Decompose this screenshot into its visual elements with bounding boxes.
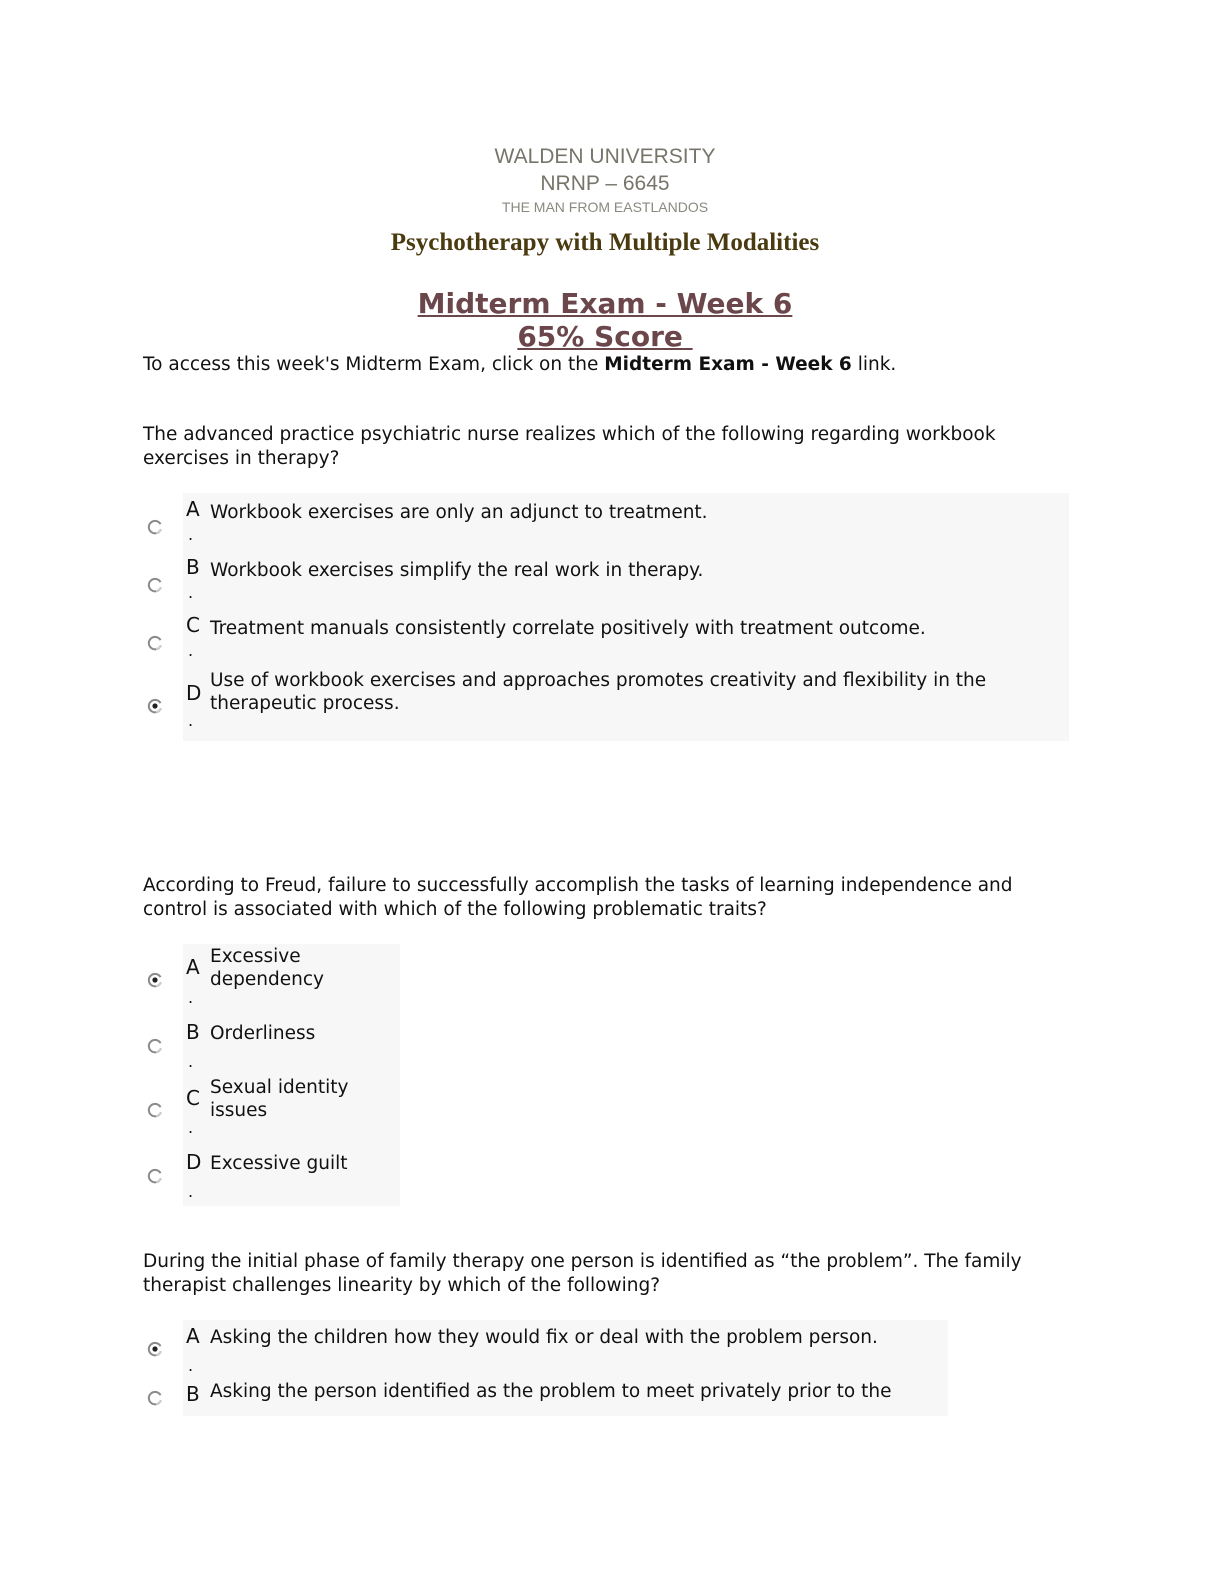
option-text: Orderliness [210, 1023, 316, 1044]
radio-button-selected[interactable] [147, 972, 163, 988]
option-row[interactable] [141, 1324, 948, 1376]
option-dot: . [188, 1118, 194, 1137]
option-letter: C [186, 1086, 200, 1110]
option-text: Workbook exercises are only an adjunct to treatment. [210, 502, 708, 523]
option-row[interactable] [141, 1020, 400, 1076]
option-row[interactable] [141, 497, 1069, 553]
option-dot: . [188, 641, 194, 660]
option-row[interactable] [141, 1150, 400, 1206]
option-letter: D [186, 681, 202, 705]
question-2-options [141, 944, 400, 1206]
question-3-options [141, 1320, 948, 1416]
radio-button[interactable] [147, 1168, 163, 1184]
option-dot: . [188, 711, 194, 730]
intro-before: To access this week's Midterm Exam, click on the [143, 354, 605, 375]
option-row[interactable] [141, 671, 1069, 739]
subject-title: Psychotherapy with Multiple Modalities [390, 229, 820, 256]
option-text: Asking the person identified as the problem to meet privately prior to the [210, 1381, 892, 1402]
option-letter: B [186, 555, 200, 579]
option-row[interactable] [141, 613, 1069, 669]
option-text: Asking the children how they would fix or deal with the problem person. [210, 1327, 878, 1348]
option-dot: . [188, 525, 194, 544]
option-letter: B [186, 1020, 200, 1044]
exam-title-link[interactable]: Midterm Exam - Week 6 [417, 287, 793, 320]
option-text: Excessive dependency [210, 946, 324, 990]
intro-link-text: Midterm Exam - Week 6 [604, 354, 852, 375]
radio-button[interactable] [147, 1102, 163, 1118]
option-text: Sexual identity issues [210, 1077, 349, 1121]
option-text: Excessive guilt [210, 1153, 348, 1174]
option-dot: . [188, 1356, 194, 1375]
option-letter: B [186, 1382, 200, 1406]
exam-score: 65% Score [517, 320, 693, 353]
intro-after: link. [851, 354, 897, 375]
course-code: NRNP – 6645 [540, 172, 670, 195]
question-1-prompt: The advanced practice psychiatric nurse realizes which of the following regarding workbook exercises in therapy? [143, 424, 996, 469]
option-dot: . [188, 1182, 194, 1201]
question-2-prompt: According to Freud, failure to successfully accomplish the tasks of learning independence and control is associated with which of the following problematic traits? [143, 875, 1013, 920]
option-row[interactable] [141, 1378, 948, 1414]
option-text: Workbook exercises simplify the real work in therapy. [210, 560, 704, 581]
option-letter: D [186, 1150, 202, 1174]
question-1-options [141, 493, 1069, 741]
option-dot: . [188, 583, 194, 602]
radio-button[interactable] [147, 1038, 163, 1054]
intro-text [143, 353, 1073, 377]
author-line: THE MAN FROM EASTLANDOS [501, 199, 709, 215]
option-text: Treatment manuals consistently correlate positively with treatment outcome. [210, 618, 926, 639]
radio-button[interactable] [147, 577, 163, 593]
option-dot: . [188, 988, 194, 1007]
option-letter: A [186, 1324, 200, 1348]
radio-button-selected[interactable] [147, 1341, 163, 1357]
radio-button-selected[interactable] [147, 698, 163, 714]
option-row[interactable] [141, 1074, 400, 1138]
radio-button[interactable] [147, 635, 163, 651]
radio-button[interactable] [147, 1390, 163, 1406]
option-letter: C [186, 613, 200, 637]
option-dot: . [188, 1052, 194, 1071]
university-name: WALDEN UNIVERSITY [494, 145, 716, 168]
option-text: Use of workbook exercises and approaches promotes creativity and flexibility in the therapeutic process. [210, 670, 987, 714]
option-letter: A [186, 955, 200, 979]
option-row[interactable] [141, 555, 1069, 611]
question-3-prompt: During the initial phase of family therapy one person is identified as “the problem”. The family therapist challenges linearity by which of the following? [143, 1251, 1022, 1296]
radio-button[interactable] [147, 519, 163, 535]
option-letter: A [186, 497, 200, 521]
option-row[interactable] [141, 944, 400, 1008]
